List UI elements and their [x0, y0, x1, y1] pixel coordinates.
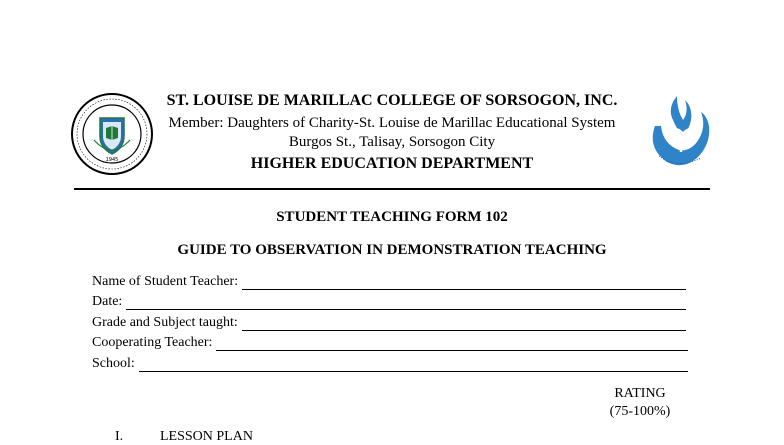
section-number: I. [115, 429, 124, 444]
school-field [92, 354, 688, 372]
student-teacher-input-line[interactable] [242, 277, 686, 290]
rating-range: (75-100%) [609, 404, 671, 419]
seal-year: 1945 [105, 157, 119, 163]
student-teacher-field [92, 272, 686, 290]
field-label: Date: [92, 294, 123, 309]
section-title: LESSON PLAN [160, 429, 253, 444]
field-label: Name of Student Teacher: [92, 274, 239, 289]
department-name: HIGHER EDUCATION DEPARTMENT [250, 155, 534, 172]
grade-subject-field [92, 313, 686, 331]
school-input-line[interactable] [139, 359, 688, 372]
institution-address: Burgos St., Talisay, Sorsogon City [288, 134, 496, 150]
institution-membership: Member: Daughters of Charity-St. Louise de Marillac Educational System [168, 115, 616, 131]
form-title: STUDENT TEACHING FORM 102 [276, 209, 508, 225]
header-divider [74, 188, 710, 190]
field-label: Grade and Subject taught: [92, 315, 238, 330]
institution-name: ST. LOUISE DE MARILLAC COLLEGE OF SORSOGON, INC. [166, 92, 618, 109]
grade-subject-input-line[interactable] [242, 318, 686, 331]
field-label: Cooperating Teacher: [92, 335, 213, 350]
cooperating-teacher-field [92, 333, 688, 351]
cooperating-teacher-input-line[interactable] [216, 338, 688, 351]
rating-label: RATING [614, 386, 666, 401]
date-input-line[interactable] [126, 297, 686, 310]
field-label: School: [92, 356, 135, 371]
date-field [92, 292, 686, 310]
form-subtitle: GUIDE TO OBSERVATION IN DEMONSTRATION TEACHING [177, 242, 607, 258]
